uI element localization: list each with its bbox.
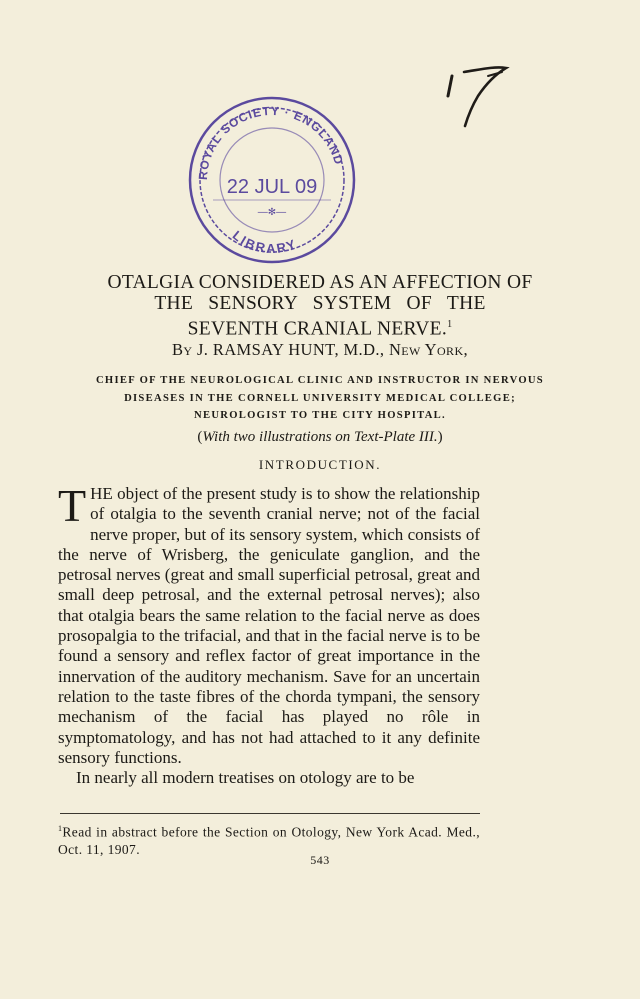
title-line-1: OTALGIA CONSIDERED AS AN AFFECTION OF — [107, 272, 533, 293]
article-title — [40, 272, 600, 340]
author-name: J. RAMSAY HUNT, M.D., — [196, 340, 385, 359]
affiliation-line-3: NEUROLOGIST TO THE CITY HOSPITAL. — [194, 410, 446, 421]
stamp-date: 22 JUL 09 — [226, 176, 318, 198]
handwritten-page-annotation — [444, 62, 514, 132]
svg-text:—✻—: —✻— — [257, 207, 287, 218]
section-heading: INTRODUCTION. — [258, 457, 382, 472]
footnote-text: Read in abstract before the Section on Otology, New York Acad. Med., Oct. 11, 1907. — [58, 824, 480, 857]
paragraph-2: In nearly all modern treatises on otology are to be — [76, 768, 415, 788]
title-line-2: THE SENSORY SYSTEM OF THE — [154, 293, 486, 314]
author-byline — [40, 340, 600, 360]
affiliation-line-2: DISEASES IN THE CORNELL UNIVERSITY MEDICAL COLLEGE; — [124, 392, 516, 404]
title-line-3: SEVENTH CRANIAL NERVE.$^1$ — [187, 318, 453, 340]
body-text — [58, 480, 480, 788]
svg-text:ROYAL SOCIETY · ENGLAND: ROYAL SOCIETY · ENGLAND — [195, 103, 347, 181]
author-place: New York, — [388, 340, 469, 359]
title-footnote-mark: 1 — [447, 319, 453, 330]
footnote — [58, 820, 480, 858]
footnote-rule — [60, 813, 480, 814]
library-stamp — [183, 88, 361, 266]
svg-text:LIBRARY: LIBRARY — [229, 227, 300, 256]
footnote-mark: 1 — [58, 824, 63, 833]
illustrations-note: (With two illustrations on Text-Plate III.) — [197, 429, 443, 445]
paragraph-1: THE object of the present study is to show the relationship of otalgia to the seventh cranial nerve; not of the facial nerve proper, but of its sensory system, which consists of the nerve of Wrisberg, the geniculate ganglion, and the petrosal nerves (great and small superficial petrosal, great and small deep petrosal, and the external petrosal nerves); also that otalgia bears the same relation to the facial nerve as does prosopalgia to the trifacial, and that in the facial nerve is to be found a sensory and reflex factor of great importance in the innervation of the auditory mechanism. Save for an uncertain relation to the taste fibres of the chorda tympani, the sensory mechanism of the facial has played no rôle in symptomatology, and has not had attached to it any definite sensory functions. — [58, 480, 480, 767]
page-number: 543 — [310, 853, 330, 867]
byline-by: By — [171, 340, 193, 359]
affiliation-line-1: CHIEF OF THE NEUROLOGICAL CLINIC AND INSTRUCTOR IN NERVOUS — [95, 375, 544, 386]
drop-cap: T — [58, 480, 87, 531]
author-affiliation — [60, 372, 580, 425]
